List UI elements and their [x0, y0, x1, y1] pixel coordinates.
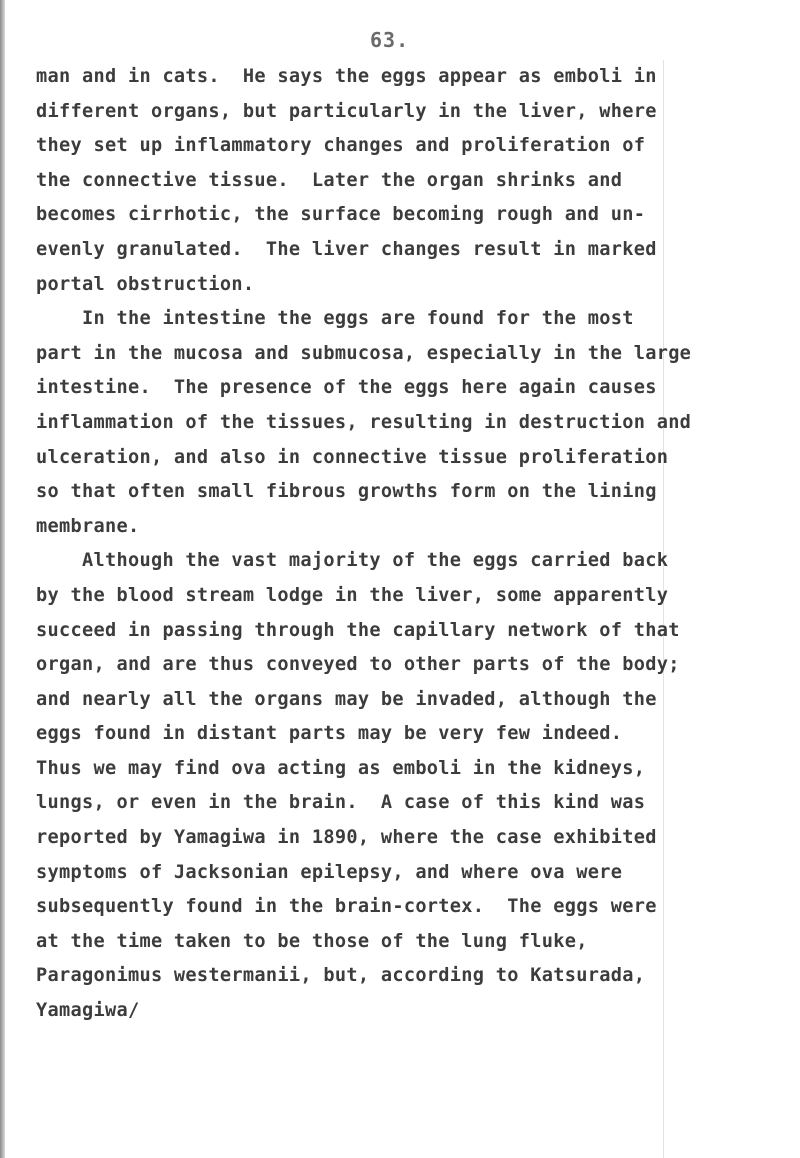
page-edge-shadow [0, 0, 5, 1158]
text-line: so that often small fibrous growths form on the lining [36, 481, 657, 503]
text-line: Yamagiwa/ [36, 1000, 140, 1022]
text-line: different organs, but particularly in the liver, where [36, 100, 657, 122]
text-line: Thus we may find ova acting as emboli in the kidneys, [36, 757, 646, 779]
text-line: In the intestine the eggs are found for the most [36, 308, 634, 330]
text-line: they set up inflammatory changes and proliferation of [36, 135, 646, 157]
text-line: becomes cirrhotic, the surface becoming rough and un- [36, 204, 646, 226]
text-line: portal obstruction. [36, 273, 255, 295]
text-line: part in the mucosa and submucosa, especially in the large [36, 342, 692, 364]
text-line: lungs, or even in the brain. A case of this kind was [36, 792, 646, 814]
text-line: at the time taken to be those of the lung fluke, [36, 930, 588, 952]
text-line: symptoms of Jacksonian epilepsy, and where ova were [36, 861, 623, 883]
text-line: ulceration, and also in connective tissue proliferation [36, 446, 669, 468]
text-line: reported by Yamagiwa in 1890, where the case exhibited [36, 827, 657, 849]
text-line: organ, and are thus conveyed to other parts of the body; [36, 654, 680, 676]
text-line: membrane. [36, 515, 140, 537]
text-line: Paragonimus westermanii, but, according to Katsurada, [36, 965, 646, 987]
body-text [36, 60, 692, 1029]
text-line: intestine. The presence of the eggs here again causes [36, 377, 657, 399]
text-line: evenly granulated. The liver changes result in marked [36, 238, 657, 260]
text-line: and nearly all the organs may be invaded, although the [36, 688, 657, 710]
text-line: eggs found in distant parts may be very few indeed. [36, 723, 623, 745]
text-line: Although the vast majority of the eggs carried back [36, 550, 669, 572]
page-number: 63. [370, 28, 410, 52]
text-line: inflammation of the tissues, resulting in destruction and [36, 411, 692, 433]
text-line: the connective tissue. Later the organ shrinks and [36, 169, 623, 191]
text-line: subsequently found in the brain-cortex. The eggs were [36, 896, 657, 918]
text-line: succeed in passing through the capillary network of that [36, 619, 680, 641]
text-line: by the blood stream lodge in the liver, some apparently [36, 584, 669, 606]
text-line: man and in cats. He says the eggs appear as emboli in [36, 66, 657, 87]
